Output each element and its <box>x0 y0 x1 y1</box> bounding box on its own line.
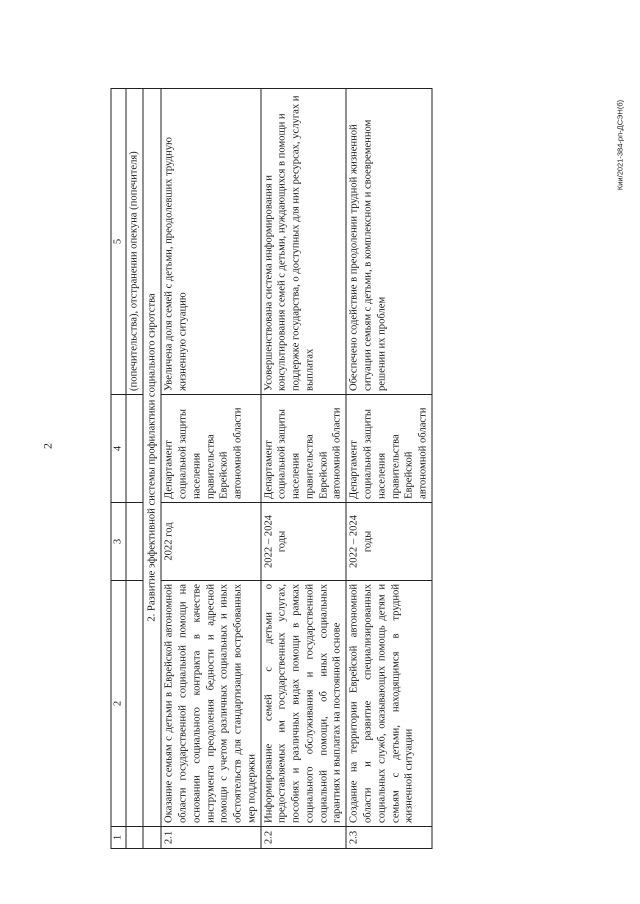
header-cell: 4 <box>111 395 126 503</box>
row-number: 2.3 <box>346 827 432 849</box>
result-cell: Обеспечено содействие в преодолении трудной жизненной ситуации семьям с детьми, в комплексном и своевременном решении их проблем <box>346 89 432 395</box>
period-cell: 2022 – 2024 годы <box>261 503 347 581</box>
measures-table-container <box>111 89 558 849</box>
section-row <box>143 89 162 849</box>
header-cell: 2 <box>111 581 126 827</box>
result-cell: Увеличена доля семей с детьми, преодолевших трудную жизненную ситуацию <box>161 89 260 395</box>
section-title: 2. Развитие эффективной системы профилактики социального сиротства <box>143 89 162 827</box>
header-cell: 1 <box>111 827 126 849</box>
result-cell: Усовершенствована система информирования и консультирования семей с детьми, нуждающихся в помощи и поддержке государства, о доступных для них ресурсах, услугах и выплатах <box>261 89 347 395</box>
period-cell: 2022 год <box>161 503 260 581</box>
measure-cell: Информирование семей с детьми о предоставляемых им государственных услугах, пособиях и различных видах помощи в рамках социального обслуживания и государственной социальной помощи, об иных социальных гарантиях и выплатах на постоянной основе <box>261 581 347 827</box>
measure-cell: Создание на территории Еврейской автономной области и развитие специализированных социальных служб, оказывающих помощь детям и семьям с детьми, находящимся в трудной жизненной ситуации <box>346 581 432 827</box>
page-number: 2 <box>40 443 55 449</box>
continuation-text: (попечительства), отстранении опекуна (попечителя) <box>126 89 143 395</box>
table-row <box>346 89 432 849</box>
period-cell: 2022 – 2024 годы <box>346 503 432 581</box>
table-row <box>161 89 260 849</box>
table-header-row <box>111 89 126 849</box>
continuation-row <box>126 89 143 849</box>
measure-cell: Оказание семьям с детьми в Еврейской автономной области государственной социальной помощи на основании социального контракта в качестве инструмента преодоления бедности и адресной помощи с учетом различных социальных и иных обстоятельств для стандартизации востребованных мер поддержки <box>161 581 260 827</box>
document-code: Кии/2021-384-рп-ДСЭН(б) <box>615 99 625 191</box>
executor-cell: Департамент социальной защиты населения правительства Еврейской автономной области <box>261 395 347 503</box>
executor-cell: Департамент социальной защиты населения правительства Еврейской автономной области <box>161 395 260 503</box>
executor-cell: Департамент социальной защиты населения правительства Еврейской автономной области <box>346 395 432 503</box>
table-row <box>261 89 347 849</box>
header-cell: 3 <box>111 503 126 581</box>
measures-table <box>111 88 433 849</box>
row-number: 2.2 <box>261 827 347 849</box>
row-number: 2.1 <box>161 827 260 849</box>
header-cell: 5 <box>111 89 126 395</box>
